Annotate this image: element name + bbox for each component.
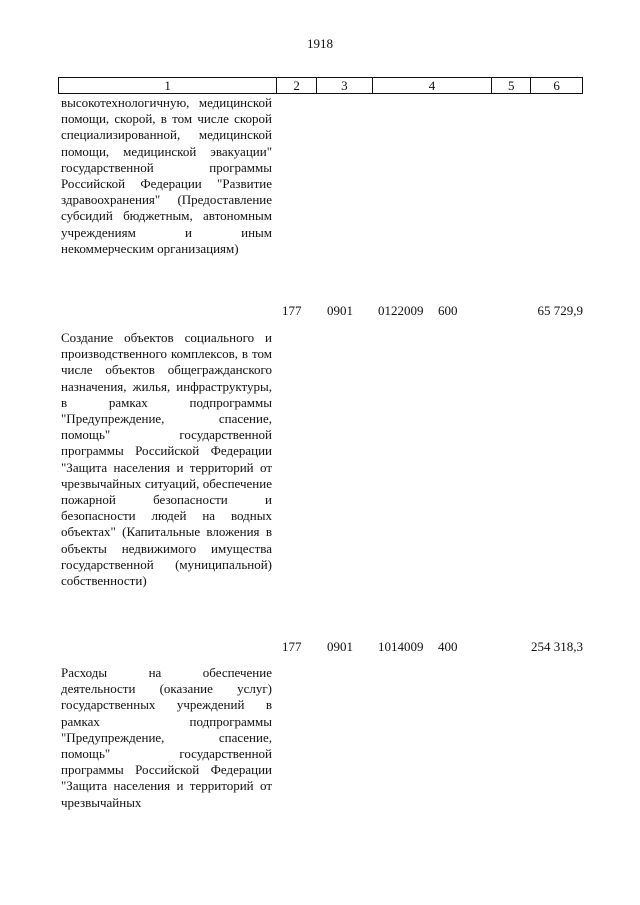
admin-code: 177 xyxy=(282,303,302,318)
table-row xyxy=(61,665,583,825)
section-code: 0901 xyxy=(327,303,353,318)
section-code: 0901 xyxy=(327,639,353,654)
amount-value: 65 729,9 xyxy=(537,303,583,318)
target-article-code: 0122009 xyxy=(378,303,424,318)
row-values xyxy=(61,303,583,319)
expense-kind-code: 400 xyxy=(438,639,458,654)
row-description: Расходы на обеспечение деятельности (оказание услуг) государственных учреждений в рамках подпрограммы "Предупреждение, спасение, помощь" государственной программы Российской Федерации "Защита населения и территорий от чрезвычайных xyxy=(61,665,272,810)
admin-code: 177 xyxy=(282,639,302,654)
column-number-6: 6 xyxy=(553,78,560,93)
page-number: 1918 xyxy=(307,36,333,51)
column-number-4: 4 xyxy=(373,78,493,93)
amount-value: 254 318,3 xyxy=(531,639,583,654)
row-description: высокотехнологичную, медицинской помощи, скорой, в том числе скорой специализированной, медицинской помощи, медицинской эвакуации" государственной программы Российской Федерации "Развитие здравоохранения" (Предоставление субсидий бюджетным, автономным учреждениям и иным некоммерческим организациям) xyxy=(61,95,272,256)
row-description: Создание объектов социального и производственного комплексов, в том числе объектов общегражданского назначения, жилья, инфраструктуры, в рамках подпрограммы "Предупреждение, спасение, помощь" государственной программы Российской Федерации "Защита населения и территорий от чрезвычайных ситуаций, обеспечение пожарной безопасности и безопасности людей на водных объектах" (Капитальные вложения в объекты недвижимого имущества государственной (муниципальной) собственности) xyxy=(61,330,272,589)
table-row xyxy=(61,95,583,319)
table-header xyxy=(58,77,583,94)
column-number-2: 2 xyxy=(277,78,317,93)
row-values xyxy=(61,639,583,655)
column-number-1: 1 xyxy=(59,78,277,93)
expense-kind-code: 600 xyxy=(438,303,458,318)
table-row xyxy=(61,330,583,655)
target-article-code: 1014009 xyxy=(378,639,424,654)
column-number-5: 5 xyxy=(492,78,531,93)
column-number-3: 3 xyxy=(317,78,373,93)
